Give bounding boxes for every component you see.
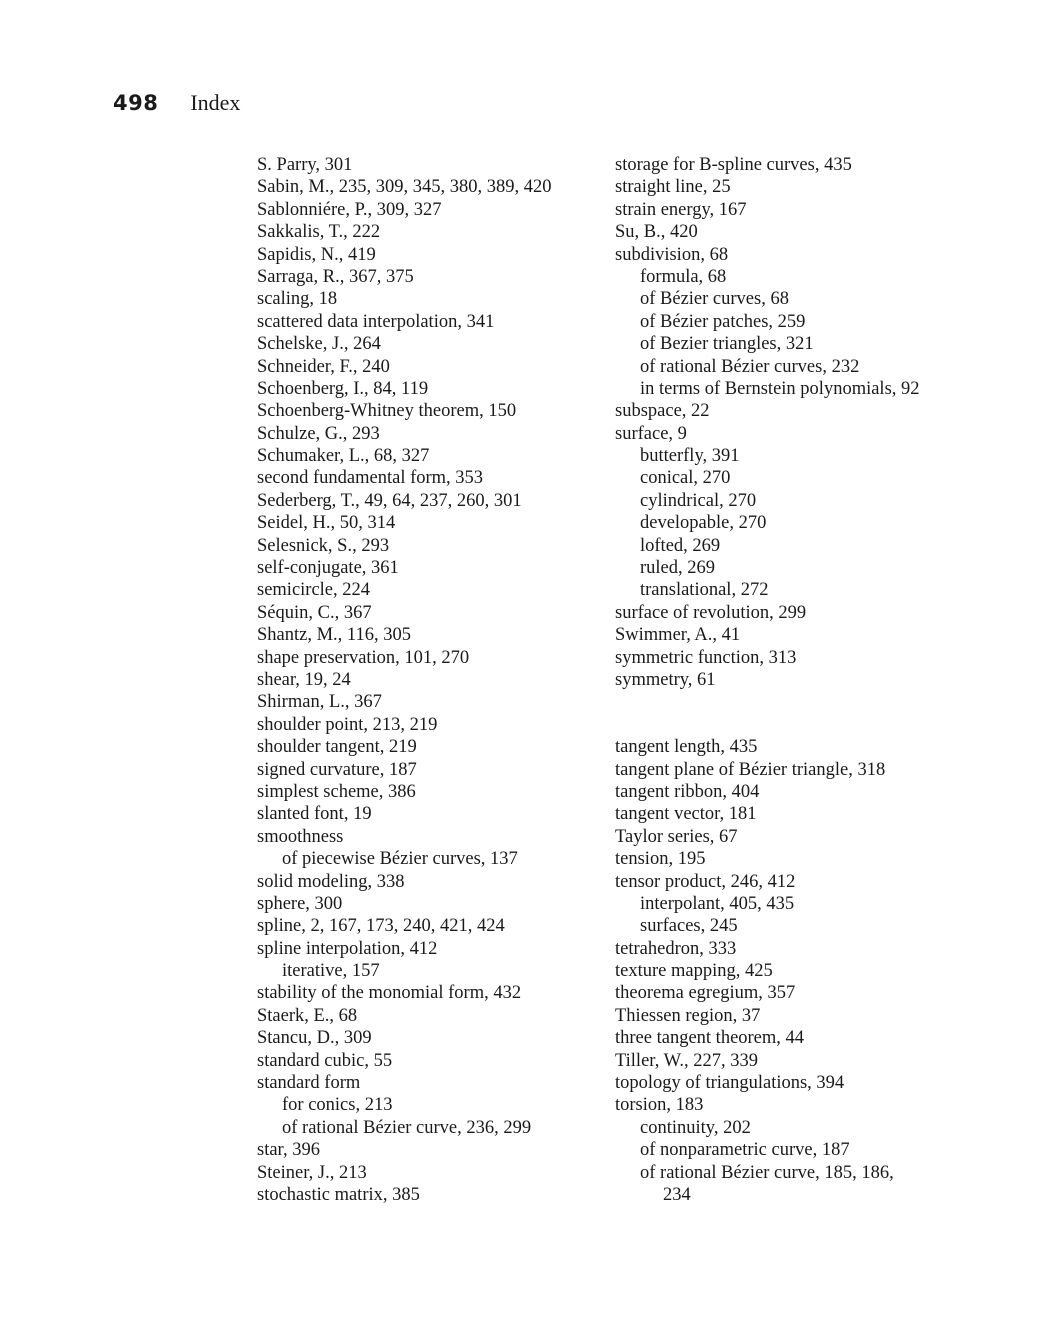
page-header xyxy=(113,90,240,120)
running-title: Index xyxy=(190,90,241,115)
index-entry: storage for B-spline curves, 435 xyxy=(615,155,852,175)
index-entry: S. Parry, 301 xyxy=(257,155,353,175)
index-entry: straight line, 25 xyxy=(615,177,731,198)
index-entry: tangent length, 435 xyxy=(615,737,758,758)
index-entry: Schumaker, L., 68, 327 xyxy=(257,446,430,467)
index-subentry: of Bézier curves, 68 xyxy=(640,289,789,310)
index-entry: shape preservation, 101, 270 xyxy=(257,647,470,668)
index-entry: subspace, 22 xyxy=(615,401,710,422)
index-entry: Sarraga, R., 367, 375 xyxy=(257,266,414,287)
index-entry: scattered data interpolation, 341 xyxy=(257,311,495,332)
index-entry: second fundamental form, 353 xyxy=(257,468,484,489)
index-entry: theorema egregium, 357 xyxy=(615,983,796,1004)
index-subentry: of Bezier triangles, 321 xyxy=(640,334,814,355)
index-entry: spline interpolation, 412 xyxy=(257,938,438,959)
index-subentry: formula, 68 xyxy=(640,266,727,287)
index-entry: shoulder point, 213, 219 xyxy=(257,714,438,735)
index-entry: Tiller, W., 227, 339 xyxy=(615,1050,759,1071)
index-subentry: lofted, 269 xyxy=(640,535,721,556)
index-entry: stochastic matrix, 385 xyxy=(257,1184,420,1205)
index-entry: strain energy, 167 xyxy=(615,199,747,220)
index-section-s xyxy=(615,154,975,691)
index-subentry: of piecewise Bézier curves, 137 xyxy=(282,849,518,870)
index-entry: Stancu, D., 309 xyxy=(257,1028,372,1049)
index-entry: Schoenberg-Whitney theorem, 150 xyxy=(257,401,517,422)
index-entry: Shirman, L., 367 xyxy=(257,692,382,713)
index-entry: standard form xyxy=(257,1073,361,1094)
index-entry: topology of triangulations, 394 xyxy=(615,1073,845,1094)
index-entry: smoothness xyxy=(257,826,344,847)
index-subentry: surfaces, 245 xyxy=(640,916,738,937)
index-subentry: 234 xyxy=(663,1184,691,1205)
index-entry: shear, 19, 24 xyxy=(257,669,351,690)
index-subentry: interpolant, 405, 435 xyxy=(640,893,795,914)
index-entry: Sabin, M., 235, 309, 345, 380, 389, 420 xyxy=(257,177,552,198)
index-entry: surface of revolution, 299 xyxy=(615,602,807,623)
index-entry: Séquin, C., 367 xyxy=(257,602,372,623)
index-entry: Schulze, G., 293 xyxy=(257,423,380,444)
index-entry: surface, 9 xyxy=(615,423,687,444)
index-entry: stability of the monomial form, 432 xyxy=(257,983,522,1004)
index-entry: Sablonniére, P., 309, 327 xyxy=(257,199,442,220)
index-entry: self-conjugate, 361 xyxy=(257,558,399,579)
index-entry: tangent vector, 181 xyxy=(615,804,757,825)
index-entry: Swimmer, A., 41 xyxy=(615,625,741,646)
index-section-t xyxy=(615,736,975,1206)
index-entry: Schelske, J., 264 xyxy=(257,334,381,355)
index-subentry: of rational Bézier curve, 185, 186, xyxy=(640,1162,894,1183)
page-number: 498 xyxy=(113,91,159,115)
index-subentry: for conics, 213 xyxy=(282,1095,393,1116)
index-entry: tension, 195 xyxy=(615,849,706,870)
index-subentry: translational, 272 xyxy=(640,580,769,601)
index-entry: Thiessen region, 37 xyxy=(615,1005,761,1026)
index-entry: spline, 2, 167, 173, 240, 421, 424 xyxy=(257,916,505,937)
index-entry: subdivision, 68 xyxy=(615,244,729,265)
section-gap xyxy=(615,691,975,736)
index-entry: texture mapping, 425 xyxy=(615,961,773,982)
index-entry: simplest scheme, 386 xyxy=(257,781,416,802)
index-entry: Steiner, J., 213 xyxy=(257,1162,367,1183)
index-entry: Staerk, E., 68 xyxy=(257,1005,358,1026)
index-subentry: of rational Bézier curve, 236, 299 xyxy=(282,1117,532,1138)
index-subentry: developable, 270 xyxy=(640,513,767,534)
index-entry: symmetric function, 313 xyxy=(615,647,797,668)
index-entry: tetrahedron, 333 xyxy=(615,938,737,959)
index-subentry: butterfly, 391 xyxy=(640,446,740,467)
index-entry: star, 396 xyxy=(257,1140,320,1161)
index-entry: Taylor series, 67 xyxy=(615,826,738,847)
index-entry: scaling, 18 xyxy=(257,289,338,310)
index-entry: shoulder tangent, 219 xyxy=(257,737,417,758)
index-entry: tangent plane of Bézier triangle, 318 xyxy=(615,759,886,780)
index-entry: Sakkalis, T., 222 xyxy=(257,222,381,243)
index-entry: Su, B., 420 xyxy=(615,222,698,243)
index-subentry: of nonparametric curve, 187 xyxy=(640,1140,850,1161)
index-entry: tangent ribbon, 404 xyxy=(615,781,760,802)
index-entry: signed curvature, 187 xyxy=(257,759,417,780)
index-entry: semicircle, 224 xyxy=(257,580,371,601)
index-entry: torsion, 183 xyxy=(615,1095,704,1116)
index-entry: Schneider, F., 240 xyxy=(257,356,390,377)
index-entry: Selesnick, S., 293 xyxy=(257,535,390,556)
index-subentry: in terms of Bernstein polynomials, 92 xyxy=(640,378,920,399)
index-subentry: continuity, 202 xyxy=(640,1117,751,1138)
index-subentry: ruled, 269 xyxy=(640,558,716,579)
index-column-right xyxy=(615,154,975,1206)
index-subentry: conical, 270 xyxy=(640,468,731,489)
index-entry: tensor product, 246, 412 xyxy=(615,871,796,892)
index-entry: slanted font, 19 xyxy=(257,804,372,825)
index-subentry: iterative, 157 xyxy=(282,961,380,982)
index-entry: Schoenberg, I., 84, 119 xyxy=(257,378,429,399)
index-entry: Seidel, H., 50, 314 xyxy=(257,513,396,534)
index-column-left xyxy=(257,154,607,1206)
index-entry: solid modeling, 338 xyxy=(257,871,405,892)
index-entry: standard cubic, 55 xyxy=(257,1050,393,1071)
index-subentry: cylindrical, 270 xyxy=(640,490,757,511)
index-entry: sphere, 300 xyxy=(257,893,343,914)
index-subentry: of rational Bézier curves, 232 xyxy=(640,356,860,377)
index-entry: three tangent theorem, 44 xyxy=(615,1028,805,1049)
index-subentry: of Bézier patches, 259 xyxy=(640,311,806,332)
index-entry: Sapidis, N., 419 xyxy=(257,244,376,265)
index-entry: Shantz, M., 116, 305 xyxy=(257,625,411,646)
index-entry: Sederberg, T., 49, 64, 237, 260, 301 xyxy=(257,490,522,511)
index-entry: symmetry, 61 xyxy=(615,669,716,690)
